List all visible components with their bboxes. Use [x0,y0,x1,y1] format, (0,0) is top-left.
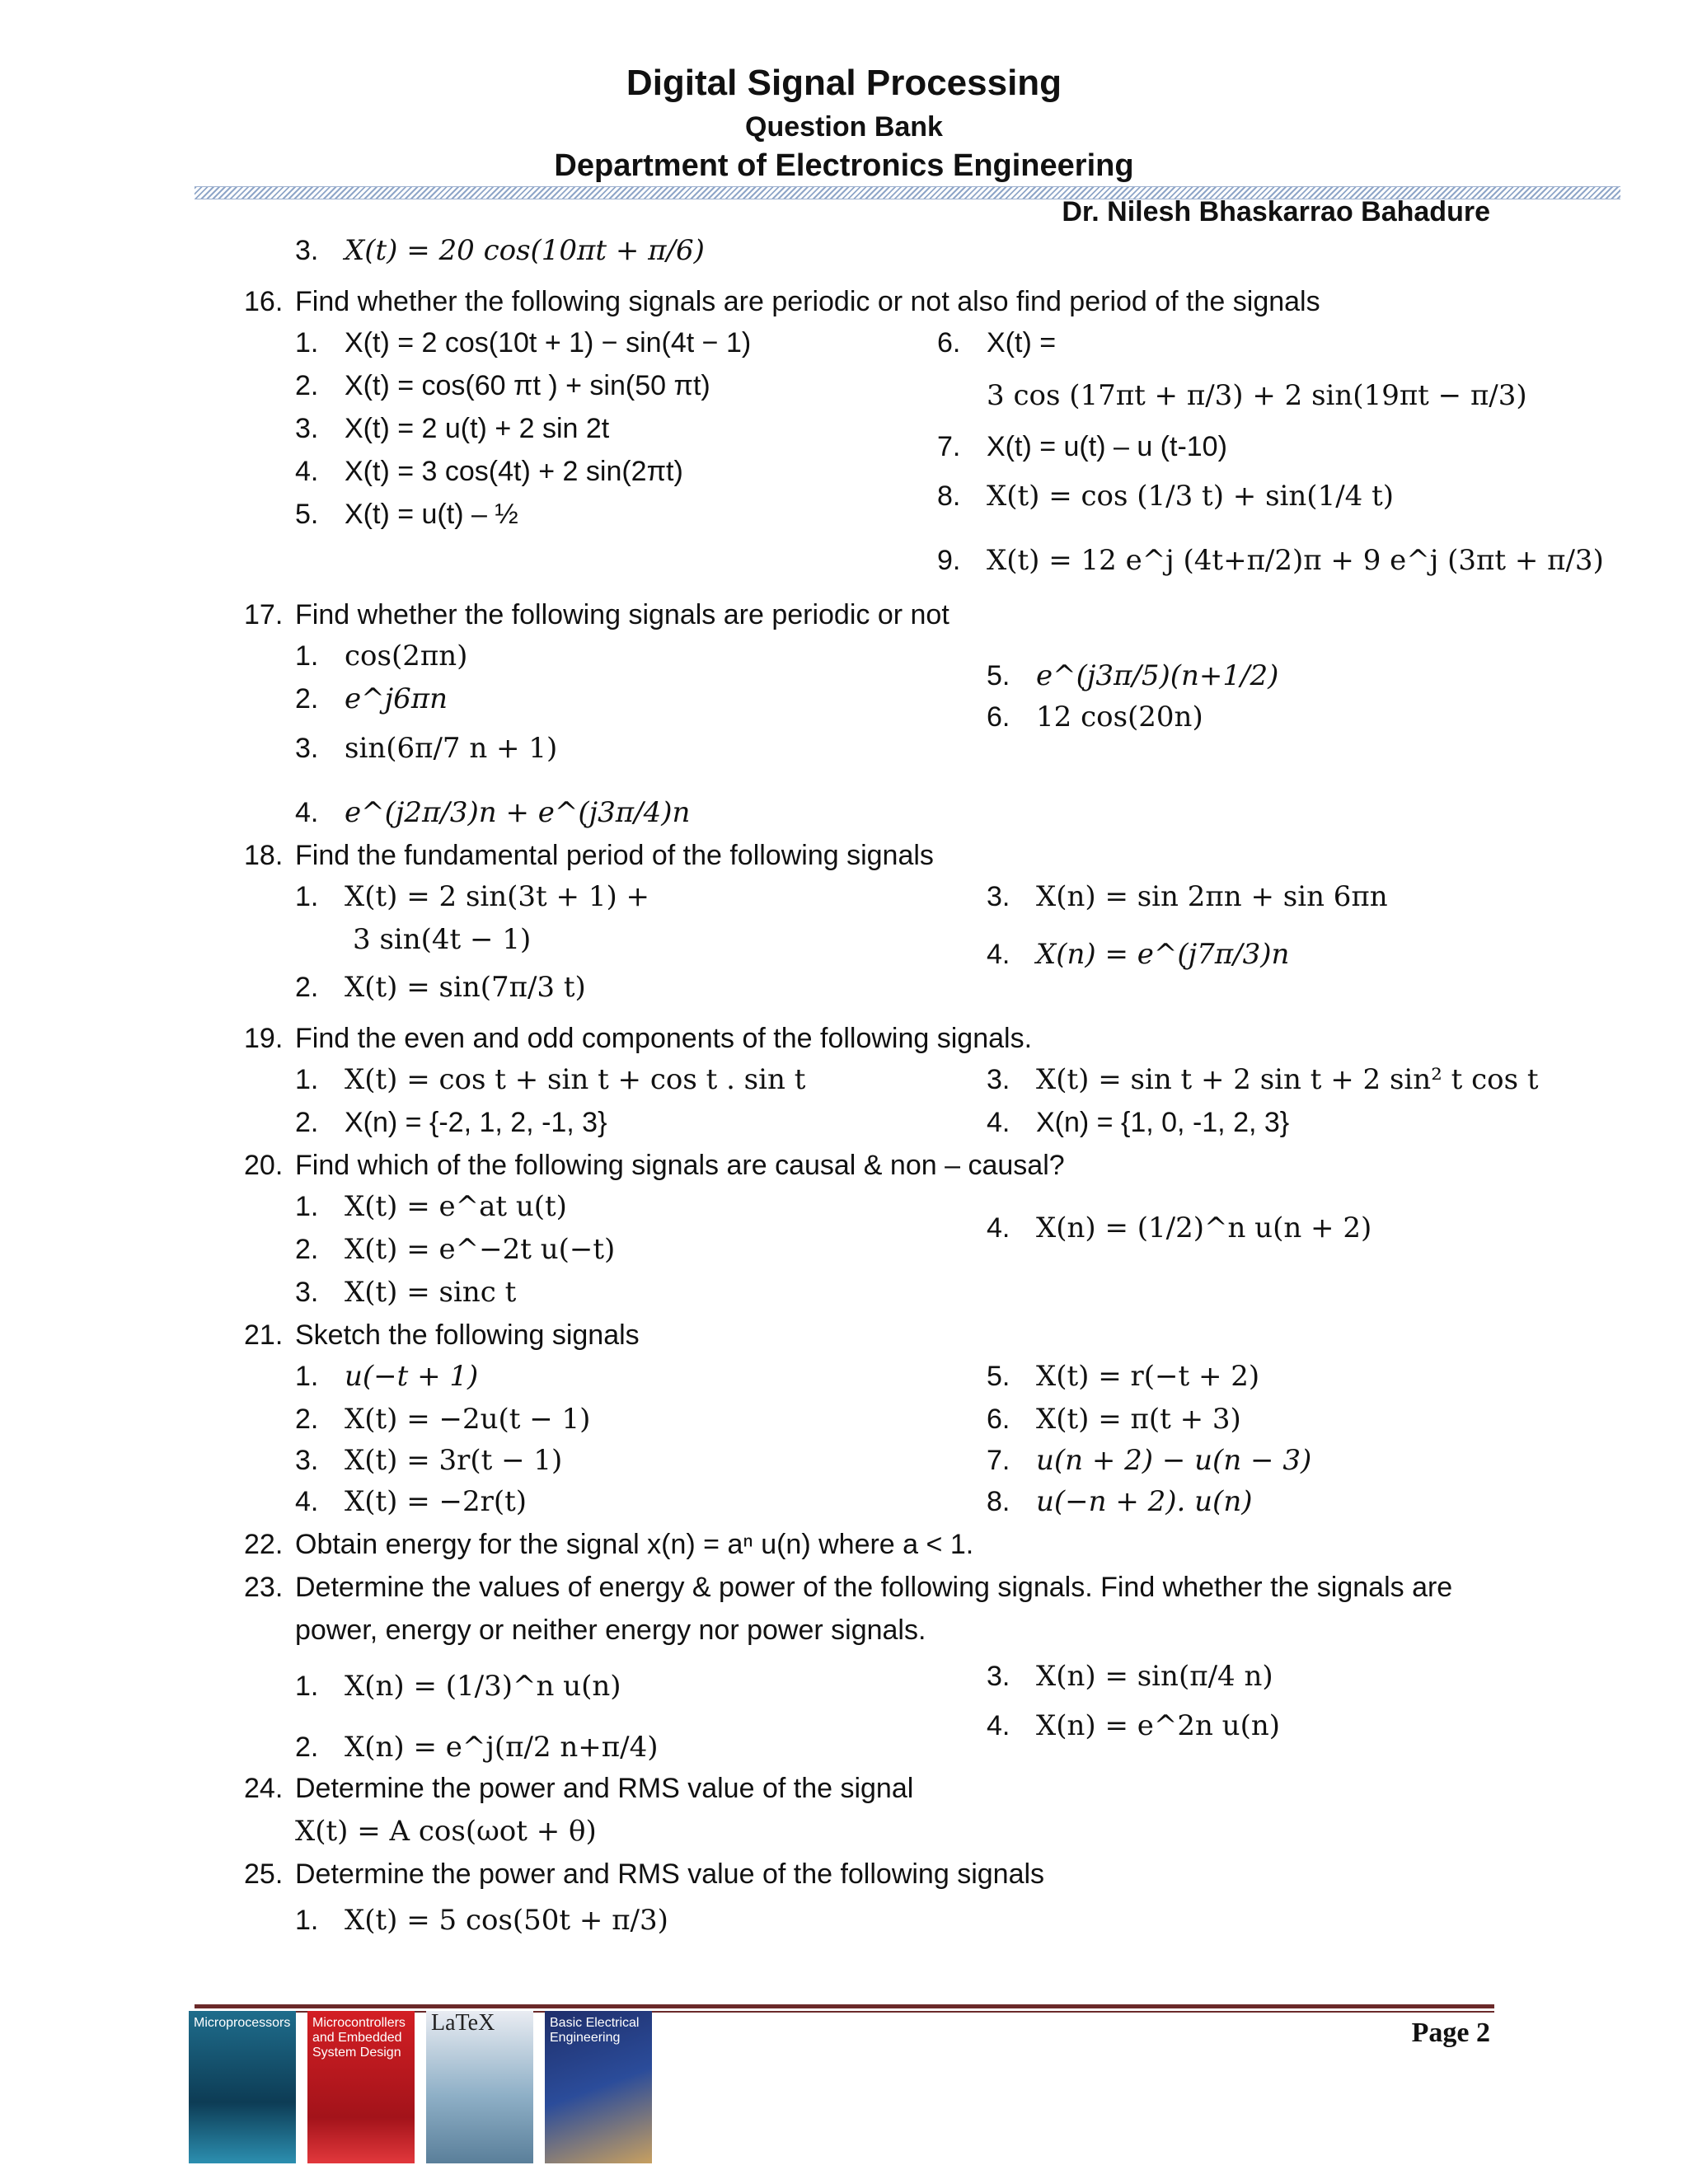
list-item: 5. X(t) = u(t) – ½ [295,499,518,530]
list-item: 4. X(t) = −2r(t) [295,1485,528,1518]
question-19: 19. Find the even and odd components of the following signals. [244,1023,1033,1054]
list-item: 6. 12 cos(20n) [987,701,1203,733]
question-16: 16. Find whether the following signals are periodic or not also find period of the signals [244,286,1320,317]
list-item: 3. X(t) = 2 u(t) + 2 sin 2t [295,413,610,444]
question-24: 24. Determine the power and RMS value of the signal [244,1773,914,1804]
list-item: 2. X(t) = −2u(t − 1) [295,1403,591,1436]
list-item: 1. u(−t + 1) [295,1360,479,1393]
question-18: 18. Find the fundamental period of the following signals [244,840,934,871]
author-name: Dr. Nilesh Bhaskarrao Bahadure [1062,196,1490,227]
list-item: 2. X(t) = cos(60 πt ) + sin(50 πt) [295,370,710,401]
question-23-continuation: power, energy or neither energy nor power signals. [295,1615,926,1646]
list-item: 2. X(t) = sin(7π/3 t) [295,971,586,1004]
list-item: 3. X(t) = sin t + 2 sin t + 2 sin² t cos t [987,1063,1539,1096]
list-item: 7. u(n + 2) − u(n − 3) [987,1444,1312,1477]
list-item: 1. X(t) = 5 cos(50t + π/3) [295,1904,668,1937]
list-item: 5. X(t) = r(−t + 2) [987,1360,1260,1393]
list-item: 3. X(n) = sin(π/4 n) [987,1660,1273,1693]
list-item: 2. X(n) = e^j(π/2 n+π/4) [295,1731,659,1764]
list-item: 1. X(t) = cos t + sin t + cos t . sin t [295,1063,806,1096]
list-item: 3. X(t) = sinc t [295,1276,517,1309]
list-item: 2. X(t) = e^−2t u(−t) [295,1233,616,1266]
list-item: 4. X(n) = e^2n u(n) [987,1709,1281,1742]
question-22: 22. Obtain energy for the signal x(n) = aⁿ u(n) where a < 1. [244,1529,974,1560]
list-item: 6. X(t) = [937,327,1057,359]
list-item: 3. X(n) = sin 2πn + sin 6πn [987,880,1388,913]
question-21: 21. Sketch the following signals [244,1319,640,1351]
book-cover-microcontrollers: Microcontrollers and Embedded System Design [307,2011,415,2163]
list-item: 1. cos(2πn) [295,640,468,673]
list-item: 8. X(t) = cos (1/3 t) + sin(1/4 t) [937,480,1395,513]
list-item: 2. X(n) = {-2, 1, 2, -1, 3} [295,1107,607,1138]
question-17: 17. Find whether the following signals are periodic or not [244,599,950,630]
question-25: 25. Determine the power and RMS value of the following signals [244,1858,1045,1890]
list-item: 1. X(n) = (1/3)^n u(n) [295,1670,621,1703]
question-20: 20. Find which of the following signals are causal & non – causal? [244,1150,1065,1181]
list-item: 1. X(t) = e^at u(t) [295,1190,567,1223]
list-item: 2. e^j6πn [295,682,448,715]
list-item: 4. X(n) = (1/2)^n u(n + 2) [987,1212,1372,1244]
list-item: 3 cos (17πt + π/3) + 2 sin(19πt − π/3) [987,379,1527,412]
list-item: 3. X(t) = 3r(t − 1) [295,1444,563,1477]
list-item: 1. X(t) = 2 cos(10t + 1) − sin(4t − 1) [295,327,752,359]
list-item: 6. X(t) = π(t + 3) [987,1403,1241,1436]
list-item: 3 sin(4t − 1) [353,923,532,956]
list-item: 4. X(n) = {1, 0, -1, 2, 3} [987,1107,1290,1138]
list-item: 8. u(−n + 2). u(n) [987,1485,1253,1518]
footer-rule [195,2004,1494,2008]
list-item: 7. X(t) = u(t) – u (t-10) [937,431,1227,462]
document-subtitle: Question Bank [745,111,943,143]
list-item: 9. X(t) = 12 e^j (4t+π/2)π + 9 e^j (3πt + π/3) [937,544,1604,577]
question-23: 23. Determine the values of energy & power of the following signals. Find whether the signals are [244,1572,1453,1603]
book-cover-latex: LaTeX [426,2011,533,2163]
question-24-formula: X(t) = A cos(ωot + θ) [295,1815,597,1848]
list-item: 4. X(n) = e^(j7π/3)n [987,938,1290,971]
list-item: 4. e^(j2π/3)n + e^(j3π/4)n [295,796,691,829]
list-item: 1. X(t) = 2 sin(3t + 1) + [295,880,650,913]
book-cover-microprocessors: Microprocessors [189,2011,296,2163]
list-item: 5. e^(j3π/5)(n+1/2) [987,659,1279,692]
list-item: 3. sin(6π/7 n + 1) [295,732,558,765]
department-name: Department of Electronics Engineering [554,148,1134,183]
list-item: 4. X(t) = 3 cos(4t) + 2 sin(2πt) [295,456,683,487]
book-cover-basic-electrical: Basic Electrical Engineering [545,2011,652,2163]
document-title: Digital Signal Processing [626,63,1062,103]
page-number: Page 2 [1411,2018,1490,2048]
list-item: 3. X(t) = 20 cos(10πt + π/6) [295,234,705,267]
